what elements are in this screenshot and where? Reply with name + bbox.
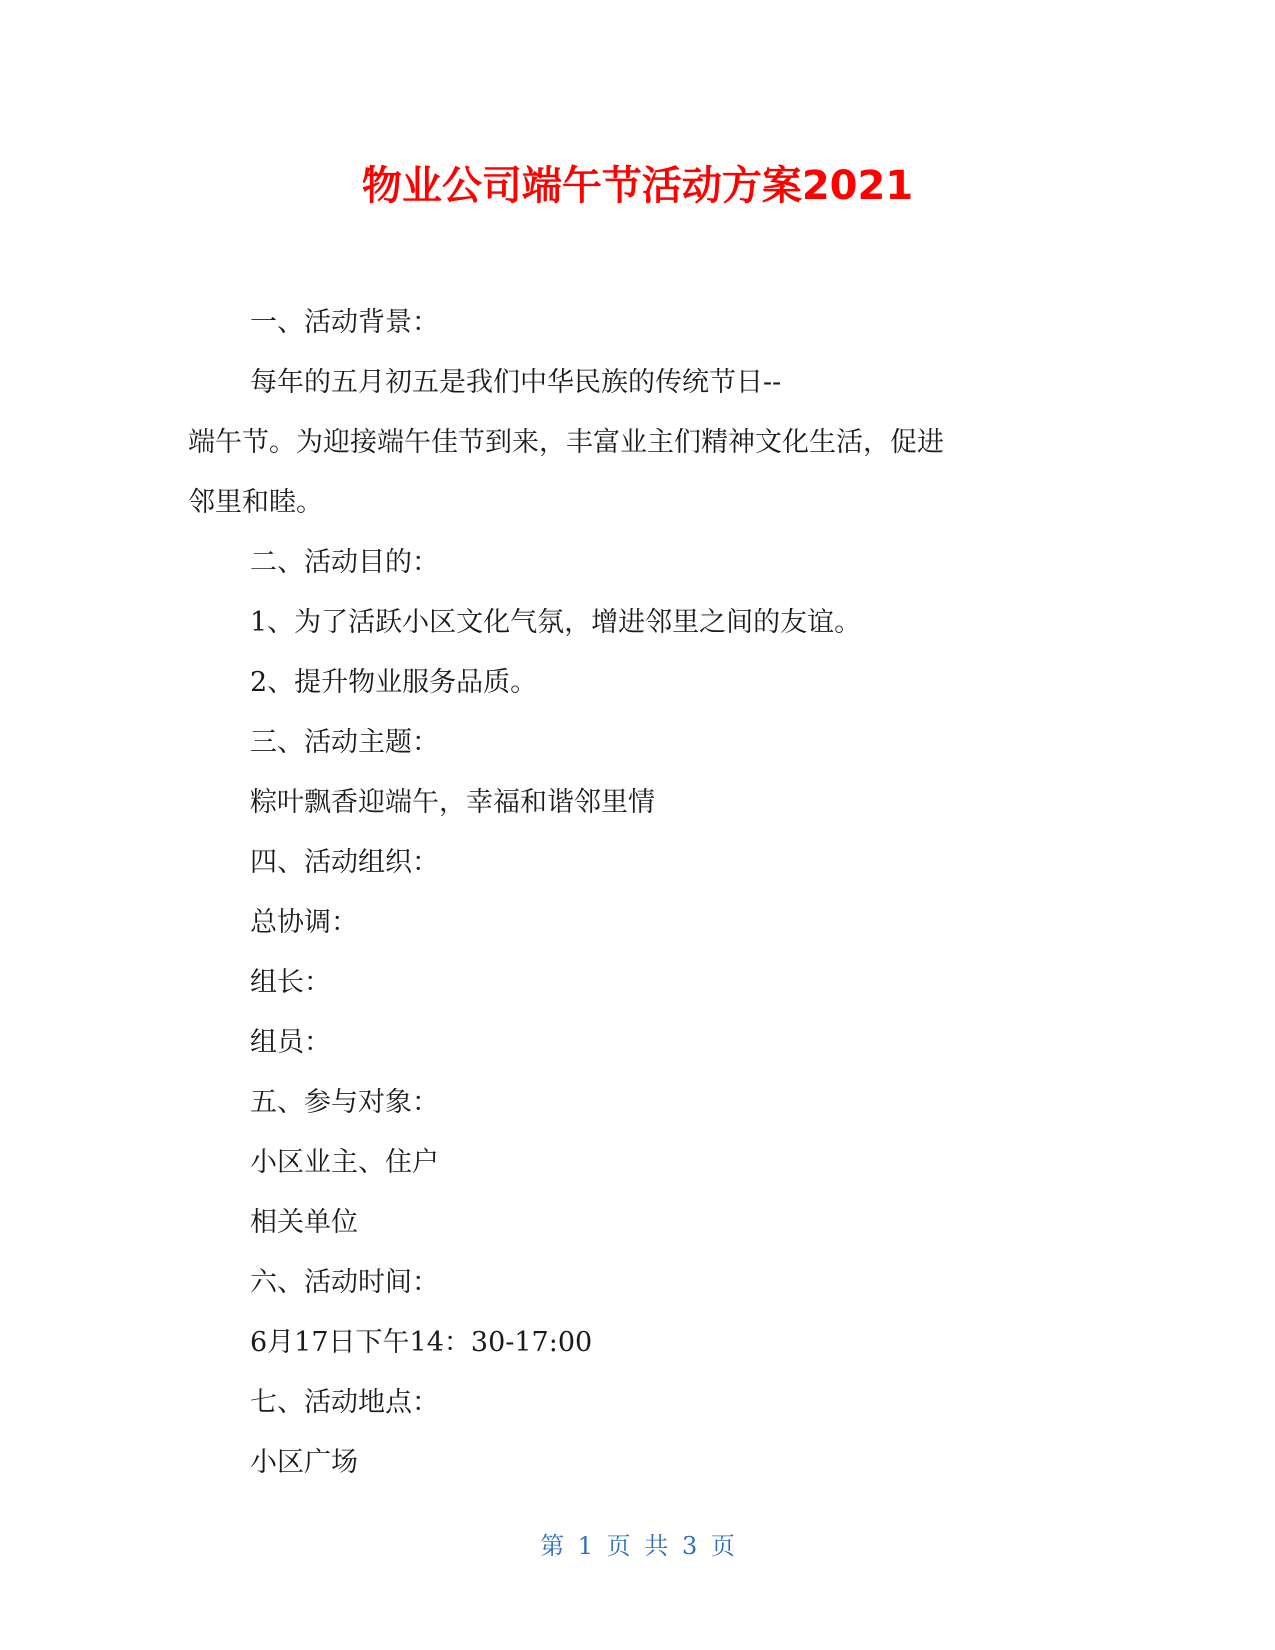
- section-heading-background: 一、活动背景：: [250, 307, 439, 338]
- document-body: [188, 293, 1068, 1493]
- section-heading-purpose: 二、活动目的：: [250, 547, 439, 578]
- section-heading-organization: 四、活动组织：: [250, 847, 439, 878]
- page-number-footer: 第 1 页 共 3 页: [540, 1532, 735, 1560]
- paragraph-line: 总协调：: [250, 907, 358, 938]
- section-heading-time: 六、活动时间：: [250, 1267, 439, 1298]
- list-item: 1、为了活跃小区文化气氛，增进邻里之间的友谊。: [250, 607, 862, 638]
- paragraph-line: 6月17日下午14：30-17:00: [250, 1327, 593, 1358]
- paragraph-line: 粽叶飘香迎端午，幸福和谐邻里情: [250, 787, 655, 818]
- paragraph-line: 端午节。为迎接端午佳节到来，丰富业主们精神文化生活，促进: [188, 427, 944, 458]
- paragraph-line: 每年的五月初五是我们中华民族的传统节日--: [250, 367, 782, 398]
- section-heading-theme: 三、活动主题：: [250, 727, 439, 758]
- paragraph-line: 相关单位: [250, 1207, 358, 1238]
- paragraph-line: 小区广场: [250, 1447, 358, 1478]
- document-title: 物业公司端午节活动方案2021: [361, 163, 914, 209]
- paragraph-line: 组员：: [250, 1027, 331, 1058]
- paragraph-line: 邻里和睦。: [188, 487, 323, 518]
- section-heading-location: 七、活动地点：: [250, 1387, 439, 1418]
- list-item: 2、提升物业服务品质。: [250, 667, 538, 698]
- section-heading-participants: 五、参与对象：: [250, 1087, 439, 1118]
- paragraph-line: 小区业主、住户: [250, 1147, 439, 1178]
- paragraph-line: 组长：: [250, 967, 331, 998]
